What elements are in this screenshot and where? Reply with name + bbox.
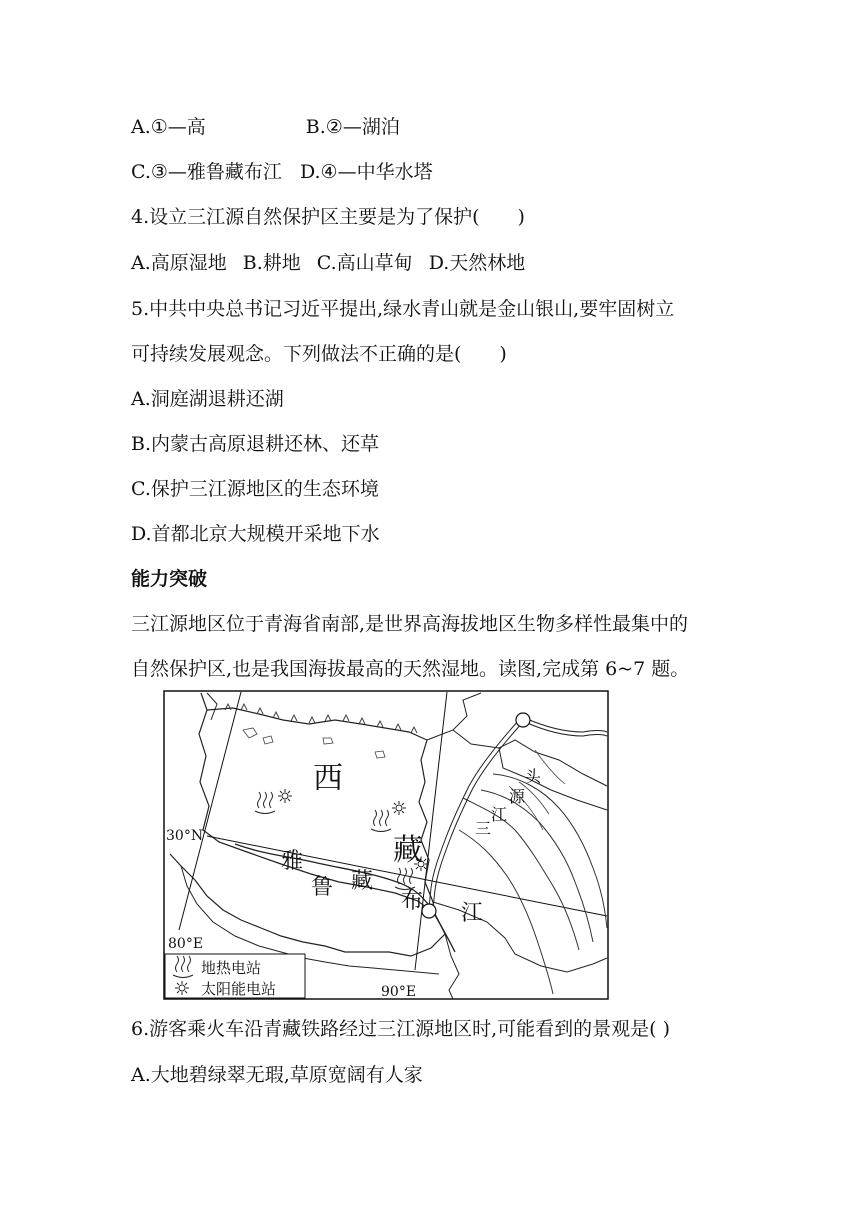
source-char-4: 头 — [525, 767, 542, 786]
tibet-boundary-north — [207, 708, 427, 740]
lon-label-80e: 80°E — [168, 936, 204, 952]
river-char-1: 雅 — [281, 849, 304, 874]
q4-option-b: B.耕地 — [242, 252, 301, 274]
q5-option-b: B.内蒙古高原退耕还林、还草 — [131, 433, 380, 455]
source-char-2: 江 — [491, 805, 508, 824]
q5-stem-line1: 5.中共中央总书记习近平提出,绿水青山就是金山银山,要牢固树立 — [131, 298, 675, 320]
q5-option-a: A.洞庭湖退耕还湖 — [131, 388, 284, 410]
intro-line2: 自然保护区,也是我国海拔最高的天然湿地。读图,完成第 6~7 题。 — [131, 658, 690, 680]
q5-option-d: D.首都北京大规模开采地下水 — [131, 523, 380, 545]
legend-solar-label: 太阳能电站 — [201, 980, 277, 998]
region-char-xi: 西 — [313, 761, 343, 796]
q3-option-a: A.①—高 — [131, 116, 206, 138]
lhasa-city-icon — [422, 904, 436, 918]
q6-option-a: A.大地碧绿翠无瑕,草原宽阔有人家 — [131, 1064, 423, 1086]
tibet-boundary-west-south — [170, 693, 445, 956]
solar-icon — [278, 789, 292, 803]
tibet-boundary-east — [419, 740, 435, 914]
legend-geothermal-label: 地热电站 — [201, 959, 262, 977]
q3-option-b: B.②—湖泊 — [305, 116, 400, 138]
geothermal-icon — [255, 792, 275, 814]
lat-label-30n: 30°N — [166, 828, 204, 844]
q4-option-d: D.天然林地 — [428, 252, 526, 274]
lon-label-90e: 90°E — [381, 984, 417, 1000]
q5-stem-line2: 可持续发展观念。下列做法不正确的是( ) — [131, 343, 507, 365]
q4-option-a: A.高原湿地 — [131, 252, 227, 274]
region-char-zang: 藏 — [393, 833, 423, 868]
river-char-5: 江 — [461, 901, 484, 926]
source-char-1: 三 — [475, 819, 492, 838]
q3-option-d: D.④—中华水塔 — [299, 161, 433, 183]
river-char-3: 藏 — [351, 869, 374, 894]
q4-options — [131, 250, 525, 276]
q4-option-c: C.高山草甸 — [316, 252, 413, 274]
geothermal-icon — [395, 868, 415, 890]
q3-options-row2 — [131, 159, 433, 185]
q4-stem: 4.设立三江源自然保护区主要是为了保护( ) — [131, 206, 525, 228]
solar-icon — [392, 801, 406, 815]
q3-option-c: C.③—雅鲁藏布江 — [131, 161, 282, 183]
q6-stem: 6.游客乘火车沿青藏铁路经过三江源地区时,可能看到的景观是( ) — [131, 1018, 671, 1040]
xining-city-icon — [516, 713, 530, 727]
section-title: 能力突破 — [131, 568, 208, 590]
tibet-map — [163, 690, 609, 1000]
q3-options-row1 — [131, 114, 400, 140]
map-legend — [165, 954, 305, 998]
q5-option-c: C.保护三江源地区的生态环境 — [131, 478, 379, 500]
geothermal-icon — [371, 810, 391, 832]
lakes — [243, 728, 385, 758]
river-char-4: 布 — [401, 889, 424, 914]
source-char-3: 源 — [509, 787, 526, 806]
intro-line1: 三江源地区位于青海省南部,是世界高海拔地区生物多样性最集中的 — [131, 613, 689, 635]
meridian-80e — [179, 692, 241, 930]
river-char-2: 鲁 — [311, 875, 334, 900]
